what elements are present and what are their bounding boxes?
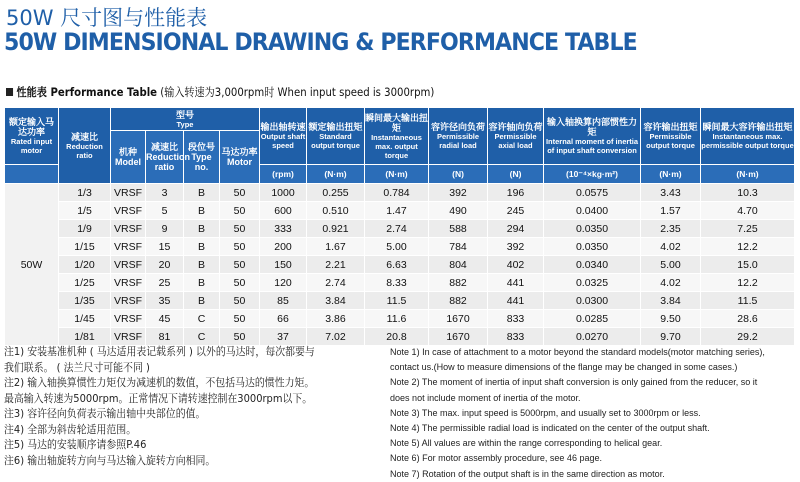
- cell: 882: [429, 274, 488, 292]
- header-inertia: 输入轴换算内部惯性力矩 Internal moment of inertia of input shaft conversion: [544, 108, 641, 165]
- cell: 5.00: [641, 256, 701, 274]
- cell: 45: [146, 310, 184, 328]
- cell: 3.84: [307, 292, 365, 310]
- cell: C: [184, 310, 220, 328]
- table-body: [5, 184, 795, 346]
- cell: 1/35: [59, 292, 111, 310]
- cell: 245: [488, 202, 544, 220]
- header-type-no: 段位号Type no.: [184, 131, 220, 184]
- cell: 2.21: [307, 256, 365, 274]
- motor-cell: 50W: [5, 184, 59, 346]
- cell: 392: [488, 238, 544, 256]
- cell: 50: [220, 220, 260, 238]
- cell: 11.6: [365, 310, 429, 328]
- cell: 6.63: [365, 256, 429, 274]
- cell: 441: [488, 292, 544, 310]
- cell: 0.921: [307, 220, 365, 238]
- caption-bold: 性能表 Performance Table: [16, 85, 158, 99]
- cell: B: [184, 292, 220, 310]
- header-rated-motor: 额定输入马达功率 Rated input motor: [5, 108, 59, 165]
- header-radial: 容许径向负荷 Permissible radial load: [429, 108, 488, 165]
- cell: 85: [260, 292, 307, 310]
- cell: 784: [429, 238, 488, 256]
- note-en-line: Note 6) For motor assembly procedure, see 46 page.: [390, 453, 603, 465]
- cell: 588: [429, 220, 488, 238]
- unit-blank: [5, 165, 59, 184]
- cell: 3.86: [307, 310, 365, 328]
- cell: 5.00: [365, 238, 429, 256]
- cell: 3.84: [641, 292, 701, 310]
- cell: VRSF: [111, 256, 146, 274]
- cell: 392: [429, 184, 488, 202]
- header-speed: 输出轴转速 Output shaft speed: [260, 108, 307, 165]
- cell: 12.2: [701, 238, 795, 256]
- unit-perm-torque: (N·m): [641, 165, 701, 184]
- cell: 1670: [429, 328, 488, 346]
- cell: 333: [260, 220, 307, 238]
- cell: 1/15: [59, 238, 111, 256]
- note-cn-line: 注4) 全部为斜齿轮适用范围。: [4, 422, 137, 436]
- table-row: [5, 238, 795, 256]
- header-reduction-ratio: 减速比Reduction ratio: [146, 131, 184, 184]
- cell: 0.0350: [544, 220, 641, 238]
- cell: 2.35: [641, 220, 701, 238]
- note-en-line: Note 4) The permissible radial load is indicated on the center of the output shaft.: [390, 423, 710, 435]
- cell: 1/3: [59, 184, 111, 202]
- cell: 11.5: [365, 292, 429, 310]
- cell: 1000: [260, 184, 307, 202]
- cell: VRSF: [111, 328, 146, 346]
- cell: 1.47: [365, 202, 429, 220]
- cell: VRSF: [111, 310, 146, 328]
- cell: B: [184, 184, 220, 202]
- cell: 9.50: [641, 310, 701, 328]
- cell: 37: [260, 328, 307, 346]
- cell: 20: [146, 256, 184, 274]
- cell: 150: [260, 256, 307, 274]
- cell: VRSF: [111, 202, 146, 220]
- cell: 0.0340: [544, 256, 641, 274]
- cell: 0.255: [307, 184, 365, 202]
- unit-inertia: (10⁻⁴×kg·m²): [544, 165, 641, 184]
- unit-perm-max: (N·m): [701, 165, 795, 184]
- note-cn-line: 注6) 输出轴旋转方向与马达输入旋转方向相同。: [4, 453, 216, 467]
- cell: VRSF: [111, 274, 146, 292]
- cell: B: [184, 274, 220, 292]
- cell: VRSF: [111, 292, 146, 310]
- table-row: [5, 292, 795, 310]
- header-type: 型号 Type: [111, 108, 260, 131]
- header-perm-max: 瞬间最大容许输出扭矩 Instantaneous max. permissible output torque: [701, 108, 795, 165]
- cell: 50: [220, 238, 260, 256]
- page-title-cn: 50W 尺寸图与性能表: [6, 6, 208, 30]
- unit-inst-torque: (N·m): [365, 165, 429, 184]
- cell: 0.0270: [544, 328, 641, 346]
- cell: 9: [146, 220, 184, 238]
- cell: 50: [220, 202, 260, 220]
- unit-axial: (N): [488, 165, 544, 184]
- header-motor: 马达功率Motor: [220, 131, 260, 184]
- cell: 294: [488, 220, 544, 238]
- table-row: [5, 220, 795, 238]
- note-cn-line: 我们联系。 ( 法兰尺寸可能不同 ): [4, 360, 150, 374]
- cell: 12.2: [701, 274, 795, 292]
- note-cn-line: 注1) 安装基准机种 ( 马达适用表记载系列 ) 以外的马达时，每次都要与: [4, 345, 315, 358]
- cell: 50: [220, 328, 260, 346]
- note-cn-line: 注2) 输入轴换算惯性力矩仅为减速机的数值，不包括马达的惯性力矩。: [4, 376, 315, 389]
- cell: 0.0350: [544, 238, 641, 256]
- notes-english: [390, 345, 796, 482]
- header-ratio: 减速比 Reduction ratio: [59, 108, 111, 184]
- cell: 4.02: [641, 274, 701, 292]
- table-row: [5, 184, 795, 202]
- cell: 2.74: [365, 220, 429, 238]
- note-en-line: contact us.(How to measure dimensions of the flange may be changed in some cases.): [390, 362, 738, 374]
- cell: 1/81: [59, 328, 111, 346]
- table-row: [5, 202, 795, 220]
- cell: 1/5: [59, 202, 111, 220]
- cell: 50: [220, 256, 260, 274]
- table-caption: [6, 84, 434, 100]
- cell: 3.43: [641, 184, 701, 202]
- unit-radial: (N): [429, 165, 488, 184]
- header-perm-torque: 容许输出扭矩 Permissible output torque: [641, 108, 701, 165]
- cell: 882: [429, 292, 488, 310]
- note-en-line: Note 3) The max. input speed is 5000rpm, and usually set to 3000rpm or less.: [390, 407, 701, 419]
- notes-chinese: [4, 344, 384, 468]
- cell: 0.784: [365, 184, 429, 202]
- cell: B: [184, 256, 220, 274]
- header-axial: 容许轴向负荷 Permissible axial load: [488, 108, 544, 165]
- bullet-square-icon: [6, 88, 13, 96]
- cell: 490: [429, 202, 488, 220]
- cell: C: [184, 328, 220, 346]
- cell: 804: [429, 256, 488, 274]
- cell: 0.0575: [544, 184, 641, 202]
- cell: 7.02: [307, 328, 365, 346]
- page-title-en: 50W DIMENSIONAL DRAWING & PERFORMANCE TABLE: [4, 28, 637, 56]
- cell: 50: [220, 292, 260, 310]
- cell: VRSF: [111, 238, 146, 256]
- cell: 402: [488, 256, 544, 274]
- cell: 1/25: [59, 274, 111, 292]
- cell: 1/9: [59, 220, 111, 238]
- cell: B: [184, 202, 220, 220]
- cell: 1.57: [641, 202, 701, 220]
- table-row: [5, 310, 795, 328]
- note-en-line: Note 5) All values are within the range corresponding to helical gear.: [390, 438, 663, 450]
- cell: B: [184, 238, 220, 256]
- cell: 2.74: [307, 274, 365, 292]
- cell: 10.3: [701, 184, 795, 202]
- cell: 833: [488, 328, 544, 346]
- cell: 25: [146, 274, 184, 292]
- cell: 29.2: [701, 328, 795, 346]
- cell: 1/45: [59, 310, 111, 328]
- note-en-line: Note 2) The moment of inertia of input shaft conversion is only gained from the reducer, so it: [390, 377, 758, 389]
- cell: 1.67: [307, 238, 365, 256]
- note-en-line: Note 1) In case of attachment to a motor beyond the standard models(motor matching series),: [390, 347, 765, 358]
- cell: 0.0285: [544, 310, 641, 328]
- cell: 4.70: [701, 202, 795, 220]
- table-row: [5, 274, 795, 292]
- cell: 3: [146, 184, 184, 202]
- cell: 15.0: [701, 256, 795, 274]
- cell: 28.6: [701, 310, 795, 328]
- note-cn-line: 注3) 容许径向负荷表示输出轴中央部位的值。: [4, 407, 206, 420]
- cell: 0.0400: [544, 202, 641, 220]
- caption-rest: (输入转速为3,000rpm时 When input speed is 3000rpm): [157, 85, 435, 99]
- cell: B: [184, 220, 220, 238]
- cell: 441: [488, 274, 544, 292]
- header-inst-torque: 瞬间最大输出扭矩 Instantaneous max. output torque: [365, 108, 429, 165]
- cell: 66: [260, 310, 307, 328]
- header-model: 机种Model: [111, 131, 146, 184]
- cell: 1/20: [59, 256, 111, 274]
- cell: 11.5: [701, 292, 795, 310]
- note-cn-line: 注5) 马达的安装顺序请参照P.46: [4, 438, 147, 451]
- cell: 0.0300: [544, 292, 641, 310]
- cell: 120: [260, 274, 307, 292]
- cell: 50: [220, 274, 260, 292]
- cell: 50: [220, 184, 260, 202]
- unit-torque: (N·m): [307, 165, 365, 184]
- table-row: [5, 328, 795, 346]
- cell: 8.33: [365, 274, 429, 292]
- unit-speed: (rpm): [260, 165, 307, 184]
- cell: 196: [488, 184, 544, 202]
- cell: 0.0325: [544, 274, 641, 292]
- cell: 15: [146, 238, 184, 256]
- cell: 50: [220, 310, 260, 328]
- note-cn-line: 最高输入转速为5000rpm。正常情况下请转速控制在3000rpm以下。: [4, 391, 313, 405]
- cell: 5: [146, 202, 184, 220]
- cell: 600: [260, 202, 307, 220]
- performance-table: [4, 107, 795, 346]
- cell: 0.510: [307, 202, 365, 220]
- cell: 35: [146, 292, 184, 310]
- note-en-line: does not include moment of inertia of the motor.: [390, 392, 581, 404]
- header-torque: 额定输出扭矩 Standard output torque: [307, 108, 365, 165]
- cell: 1670: [429, 310, 488, 328]
- cell: 20.8: [365, 328, 429, 346]
- table-row: [5, 256, 795, 274]
- cell: VRSF: [111, 184, 146, 202]
- header-row-1: [5, 108, 795, 131]
- cell: 9.70: [641, 328, 701, 346]
- cell: 7.25: [701, 220, 795, 238]
- cell: 200: [260, 238, 307, 256]
- cell: 4.02: [641, 238, 701, 256]
- cell: 833: [488, 310, 544, 328]
- cell: 81: [146, 328, 184, 346]
- cell: VRSF: [111, 220, 146, 238]
- note-en-line: Note 7) Rotation of the output shaft is in the same direction as motor.: [390, 468, 665, 480]
